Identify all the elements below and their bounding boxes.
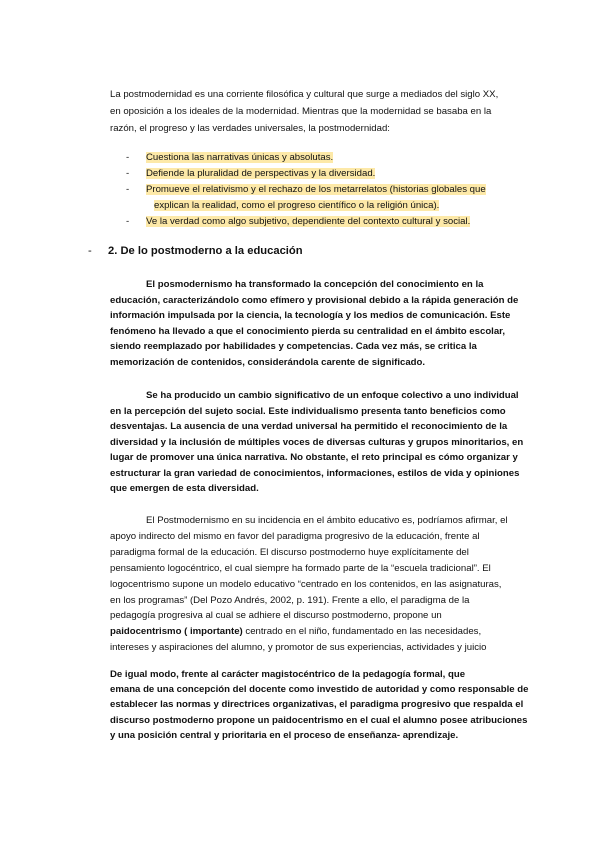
paragraph-line: estructurar la gran variedad de conocimientos, informaciones, estilos de vida y opiniones [110,467,520,479]
paragraph-magistocentric [110,667,530,743]
paragraph-line: Se ha producido un cambio significativo de un enfoque colectivo a uno individual [146,390,519,401]
paragraph-line: memorización de contenidos, considerándola carente de significado. [110,356,426,368]
bullet-item [110,214,530,230]
paragraph-line: fenómeno ha llevado a que el conocimiento pierda su centralidad en el ámbito escolar, [110,325,506,337]
paragraph-line: El Postmodernismo en su incidencia en el ámbito educativo es, podríamos afirmar, el [146,515,508,526]
postmodernity-bullet-list [110,150,530,230]
bold-term: paidocentrismo ( importante) [110,626,243,638]
paragraph-line: que emergen de esta diversidad. [110,483,259,494]
paragraph-line: información impulsada por la ciencia, la tecnología y los medios de comunicación. Este [110,310,511,321]
intro-line: en oposición a los ideales de la modernidad. Mientras que la modernidad se basaba en la [110,106,492,117]
paragraph-line: discurso postmoderno propone un paidocentrismo en el cual el alumno posee atribuciones [110,714,528,726]
paragraph-individualism [110,388,530,497]
paragraph-line: en los programas” (Del Pozo Andrés, 2002, p. 191). Frente a ello, el paradigma de la [110,594,470,606]
bullet-item [110,182,530,214]
highlighted-text: Defiende la pluralidad de perspectivas y la diversidad. [146,168,376,179]
paragraph-line: en la percepción del sujeto social. Este individualismo presenta tanto beneficios como [110,405,506,417]
bullet-item [110,166,530,182]
highlighted-text: Promueve el relativismo y el rechazo de los metarrelatos (historias globales que [146,184,486,195]
bullet-dash: - [126,168,130,179]
bullet-dash: - [126,184,130,195]
intro-paragraph [110,86,520,137]
bullet-dash: - [126,152,130,163]
paragraph-line: y una posición central y prioritaria en el proceso de enseñanza- aprendizaje. [110,729,459,741]
intro-line: razón, el progreso y las verdades universales, la postmodernidad: [110,123,390,134]
heading-dash: - [88,245,92,257]
bullet-item [110,150,530,166]
paragraph-line: siendo reemplazado por habilidades y competencias. Cada vez más, se critica la [110,341,477,352]
paragraph-line: apoyo indirecto del mismo en favor del paradigma progresivo de la educación, frente al [110,530,480,542]
section-heading [88,245,303,257]
paragraph-line: desventajas. La ausencia de una verdad universal ha permitido el reconocimiento de la [110,421,508,432]
paragraph-line: intereses y aspiraciones del alumno, y promotor de sus experiencias, actividades y juicio [110,642,487,654]
bullet-dash: - [126,216,130,227]
highlighted-text: explican la realidad, como el progreso científico o la religión única). [154,200,440,211]
paragraph-paidocentrism [110,513,530,656]
paragraph-line [110,624,530,640]
paragraph-line: pedagogía progresiva al cual se adhiere el discurso postmoderno, propone un [110,610,442,622]
paragraph-line: paradigma formal de la educación. El discurso postmoderno huye explícitamente del [110,546,469,558]
paragraph-line: educación, caracterizándolo como efímero y provisional debido a la rápida generación de [110,294,519,306]
paragraph-line: El posmodernismo ha transformado la concepción del conocimiento en la [146,279,484,290]
paragraph-line: emana de una concepción del docente como investido de autoridad y como responsable de [110,684,529,696]
highlighted-text: Ve la verdad como algo subjetivo, dependiente del contexto cultural y social. [146,216,471,227]
paragraph-knowledge [110,277,530,370]
paragraph-line: De igual modo, frente al carácter magistocéntrico de la pedagogía formal, que [110,669,466,680]
highlighted-text: Cuestiona las narrativas únicas y absolutas. [146,152,334,163]
inline-text: centrado en el niño, fundamentado en las necesidades, [242,626,482,638]
paragraph-line: lugar de promover una única narrativa. No obstante, el reto principal es cómo organizar y [110,452,518,463]
paragraph-line: pensamiento logocéntrico, el cual siempre ha formado parte de la “escuela tradicional”. El [110,562,491,574]
intro-line: La postmodernidad es una corriente filosófica y cultural que surge a mediados del siglo XX, [110,89,499,100]
paragraph-line: diversidad y la inclusión de múltiples voces de diversas culturas y grupos minoritarios, en [110,436,524,448]
paragraph-line: logocentrismo supone un modelo educativo “centrado en los contenidos, en las asignaturas, [110,578,502,590]
section-title: 2. De lo postmoderno a la educación [108,245,303,257]
paragraph-line: establecer las normas y directrices organizativas, el paradigma progresivo que respalda el [110,699,524,711]
